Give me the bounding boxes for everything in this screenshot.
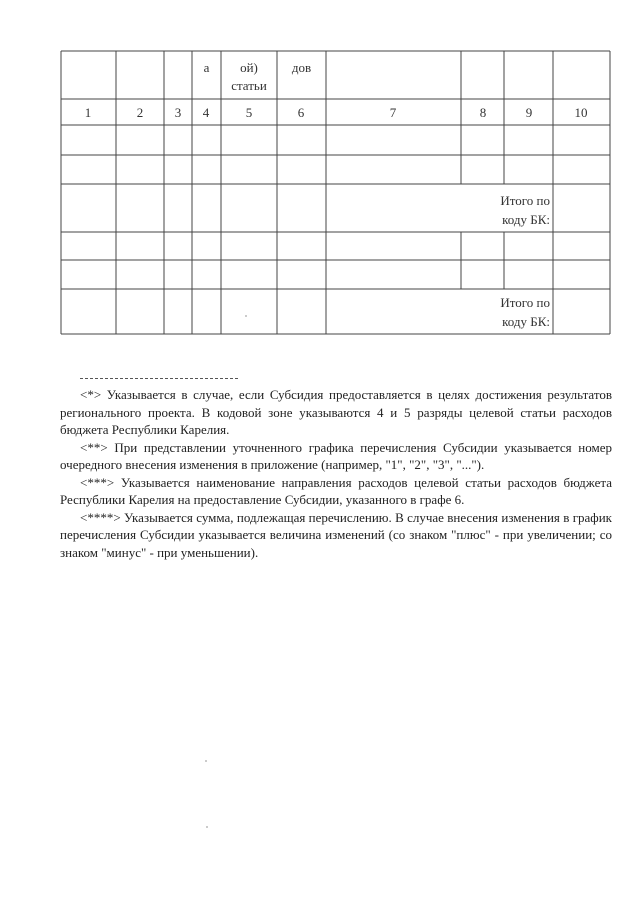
total-label-1-line1: Итого по xyxy=(500,193,550,208)
header-col6-fragment: дов xyxy=(291,60,312,75)
column-number-2: 2 xyxy=(136,105,144,120)
scan-speck xyxy=(205,760,207,762)
column-number-4: 4 xyxy=(202,105,210,120)
footnote-separator xyxy=(80,378,238,379)
header-col5-fragment-line1: ой) xyxy=(240,60,258,75)
column-number-3: 3 xyxy=(174,105,182,120)
total-label-2-line1: Итого по xyxy=(500,295,550,310)
total-label-2-line2: коду БК: xyxy=(502,314,550,329)
scan-speck xyxy=(206,826,208,828)
total-label-2 xyxy=(430,293,550,331)
footnote-4: <****> Указывается сумма, подлежащая перечислению. В случае внесения изменения в график перечисления Субсидии указывается величина изменений (со знаком "плюс" - при увеличении; со знаком "минус" - при уменьшении). xyxy=(60,509,612,560)
total-label-1 xyxy=(430,191,550,229)
payment-schedule-table xyxy=(0,0,640,340)
header-col4-fragment: а xyxy=(203,60,210,75)
column-number-5: 5 xyxy=(245,105,253,120)
header-col5-fragment-line2: статьи xyxy=(231,78,267,93)
footnote-3: <***> Указывается наименование направления расходов целевой статьи расходов бюджета Республики Карелия на предоставление Субсидии, указанного в графе 6. xyxy=(60,474,612,507)
column-number-7: 7 xyxy=(389,105,397,120)
footnotes xyxy=(60,386,612,561)
column-number-9: 9 xyxy=(525,105,533,120)
column-number-6: 6 xyxy=(297,105,305,120)
column-number-1: 1 xyxy=(84,105,92,120)
column-number-8: 8 xyxy=(479,105,487,120)
column-number-10: 10 xyxy=(574,105,588,120)
table-grid-lines xyxy=(0,0,640,340)
scan-speck xyxy=(245,315,247,317)
footnote-1: <*> Указывается в случае, если Субсидия предоставляется в целях достижения результатов регионального проекта. В кодовой зоне указываются 4 и 5 разряды целевой статьи расходов бюджета Республики Карелия. xyxy=(60,387,612,437)
footnote-2: <**> При представлении уточненного графика перечисления Субсидии указывается номер очередного внесения изменения в приложение (например, "1", "2", "3", "..."). xyxy=(60,439,612,472)
total-label-1-line2: коду БК: xyxy=(502,212,550,227)
